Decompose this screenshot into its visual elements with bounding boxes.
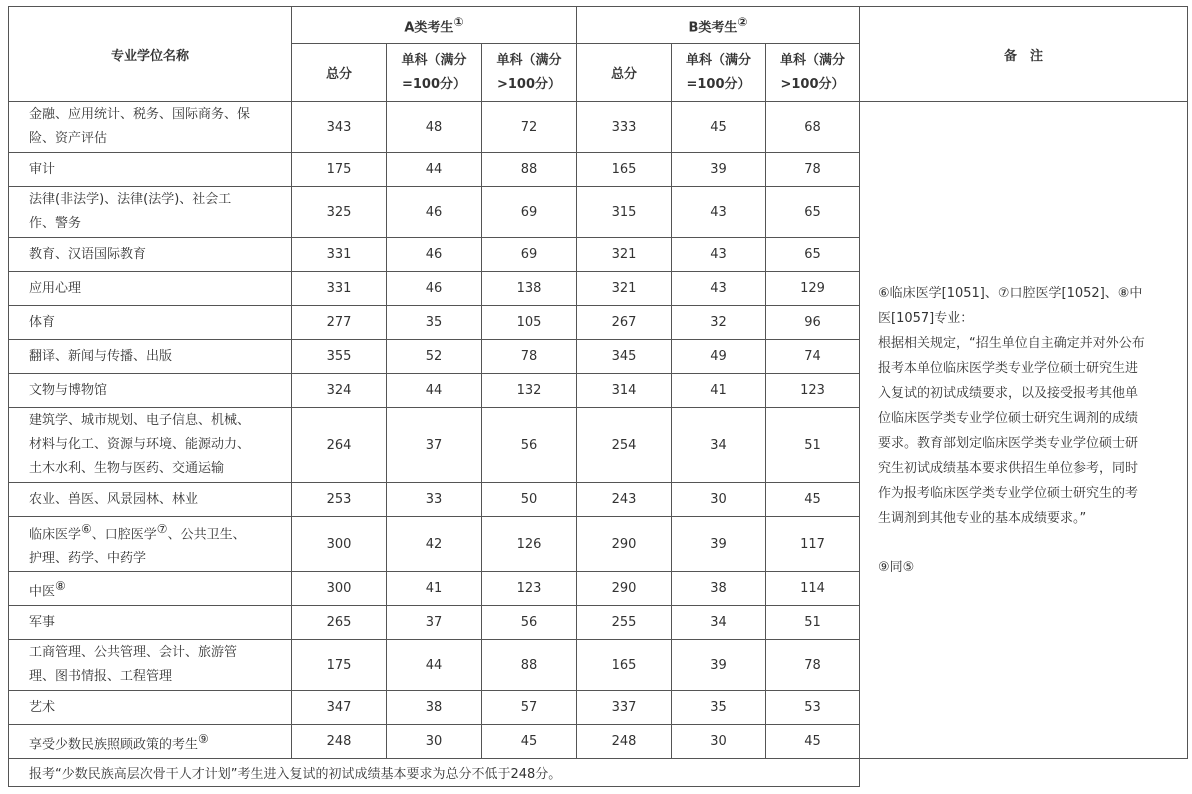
major-name: 应用心理 — [9, 272, 292, 306]
a-single100: 42 — [387, 517, 482, 572]
b-total: 165 — [577, 153, 672, 187]
b-single-over: 117 — [766, 517, 860, 572]
major-name: 文物与博物馆 — [9, 374, 292, 408]
a-total: 175 — [292, 640, 387, 691]
a-total: 277 — [292, 306, 387, 340]
a-single-over: 123 — [482, 572, 577, 606]
a-total: 248 — [292, 725, 387, 759]
major-name: 审计 — [9, 153, 292, 187]
major-name: 农业、兽医、风景园林、林业 — [9, 483, 292, 517]
b-total: 290 — [577, 572, 672, 606]
header-group-b: B类考生② — [577, 7, 860, 44]
a-single100: 46 — [387, 272, 482, 306]
score-table-container — [8, 6, 1188, 787]
a-single-over: 50 — [482, 483, 577, 517]
b-single100: 39 — [672, 153, 766, 187]
remark-line: 医[1057]专业： — [878, 310, 974, 326]
a-total: 347 — [292, 691, 387, 725]
a-total: 264 — [292, 408, 387, 483]
header-group-a: A类考生① — [292, 7, 577, 44]
major-name: 翻译、新闻与传播、出版 — [9, 340, 292, 374]
b-total: 243 — [577, 483, 672, 517]
b-single-over: 45 — [766, 725, 860, 759]
b-single100: 32 — [672, 306, 766, 340]
a-single100: 30 — [387, 725, 482, 759]
major-name: 金融、应用统计、税务、国际商务、保 险、资产评估 — [9, 102, 292, 153]
header-b-single-over: 单科（满分 >100分） — [766, 44, 860, 102]
a-single100: 37 — [387, 408, 482, 483]
b-total: 254 — [577, 408, 672, 483]
b-total: 321 — [577, 238, 672, 272]
b-total: 255 — [577, 606, 672, 640]
b-total: 165 — [577, 640, 672, 691]
major-name: 法律(非法学)、法律(法学)、社会工 作、警务 — [9, 187, 292, 238]
remark-line: 究生初试成绩基本要求供招生单位参考，同时 — [878, 460, 1139, 476]
b-total: 314 — [577, 374, 672, 408]
a-single-over: 88 — [482, 153, 577, 187]
a-single-over: 105 — [482, 306, 577, 340]
a-single-over: 57 — [482, 691, 577, 725]
b-total: 333 — [577, 102, 672, 153]
a-single-over: 126 — [482, 517, 577, 572]
a-single-over: 138 — [482, 272, 577, 306]
major-name: 艺术 — [9, 691, 292, 725]
major-name: 军事 — [9, 606, 292, 640]
a-single100: 38 — [387, 691, 482, 725]
b-single100: 34 — [672, 408, 766, 483]
a-single-over: 69 — [482, 238, 577, 272]
header-name: 专业学位名称 — [9, 7, 292, 102]
footnote-mark: ⑥ — [81, 522, 92, 536]
major-name: 教育、汉语国际教育 — [9, 238, 292, 272]
a-single100: 48 — [387, 102, 482, 153]
b-single100: 45 — [672, 102, 766, 153]
footnote-mark: ⑨ — [198, 731, 209, 746]
b-single100: 39 — [672, 517, 766, 572]
b-total: 337 — [577, 691, 672, 725]
a-single-over: 45 — [482, 725, 577, 759]
b-single-over: 51 — [766, 408, 860, 483]
b-single-over: 123 — [766, 374, 860, 408]
a-single100: 33 — [387, 483, 482, 517]
b-single-over: 96 — [766, 306, 860, 340]
a-total: 300 — [292, 572, 387, 606]
remark-line: 根据相关规定，“招生单位自主确定并对外公布 — [878, 335, 1145, 351]
b-single100: 38 — [672, 572, 766, 606]
b-single-over: 51 — [766, 606, 860, 640]
a-single-over: 88 — [482, 640, 577, 691]
remark-line: 生调剂到其他专业的基本成绩要求。” — [878, 510, 1087, 526]
header-remark: 备 注 — [860, 7, 1188, 102]
group-a-footnote: ① — [453, 14, 464, 29]
header-a-total: 总分 — [292, 44, 387, 102]
b-single-over: 74 — [766, 340, 860, 374]
b-single-over: 53 — [766, 691, 860, 725]
major-name: 中医⑧ — [9, 572, 292, 606]
a-single-over: 69 — [482, 187, 577, 238]
b-single100: 43 — [672, 187, 766, 238]
table-row — [9, 102, 1188, 153]
remark-line: 位临床医学类专业学位硕士研究生调剂的成绩 — [878, 410, 1139, 426]
b-single-over: 114 — [766, 572, 860, 606]
major-name: 临床医学⑥、口腔医学⑦、公共卫生、 护理、药学、中药学 — [9, 517, 292, 572]
a-single100: 41 — [387, 572, 482, 606]
b-single100: 43 — [672, 238, 766, 272]
b-single-over: 129 — [766, 272, 860, 306]
a-total: 175 — [292, 153, 387, 187]
b-total: 290 — [577, 517, 672, 572]
remark-line: 入复试的初试成绩要求，以及接受报考其他单 — [878, 385, 1139, 401]
footnote-mark: ⑦ — [156, 522, 168, 536]
header-b-total: 总分 — [577, 44, 672, 102]
a-single-over: 78 — [482, 340, 577, 374]
a-total: 325 — [292, 187, 387, 238]
a-single-over: 72 — [482, 102, 577, 153]
a-total: 324 — [292, 374, 387, 408]
major-name: 享受少数民族照顾政策的考生⑨ — [9, 725, 292, 759]
header-a-single-over: 单科（满分 >100分） — [482, 44, 577, 102]
b-single100: 49 — [672, 340, 766, 374]
score-table — [8, 6, 1188, 787]
b-single100: 34 — [672, 606, 766, 640]
b-single-over: 68 — [766, 102, 860, 153]
footer-note: 报考“少数民族高层次骨干人才计划”考生进入复试的初试成绩基本要求为总分不低于248分。 — [9, 759, 860, 787]
b-single-over: 78 — [766, 640, 860, 691]
remark-cell — [860, 102, 1188, 759]
a-total: 253 — [292, 483, 387, 517]
b-single100: 43 — [672, 272, 766, 306]
b-single100: 39 — [672, 640, 766, 691]
b-single100: 35 — [672, 691, 766, 725]
major-name: 建筑学、城市规划、电子信息、机械、 材料与化工、资源与环境、能源动力、 土木水利、生物与医药、交通运输 — [9, 408, 292, 483]
b-single100: 41 — [672, 374, 766, 408]
b-total: 321 — [577, 272, 672, 306]
remark-line: 作为报考临床医学类专业学位硕士研究生的考 — [878, 485, 1139, 501]
header-a-single100: 单科（满分 =100分） — [387, 44, 482, 102]
footer-row — [9, 759, 1188, 787]
header-row-1 — [9, 7, 1188, 44]
a-single100: 52 — [387, 340, 482, 374]
remark-extra: ⑨同⑤ — [878, 559, 915, 575]
a-single-over: 56 — [482, 408, 577, 483]
a-single-over: 56 — [482, 606, 577, 640]
a-single-over: 132 — [482, 374, 577, 408]
footnote-mark: ⑧ — [55, 578, 66, 593]
b-single-over: 45 — [766, 483, 860, 517]
b-total: 345 — [577, 340, 672, 374]
a-total: 300 — [292, 517, 387, 572]
a-single100: 44 — [387, 640, 482, 691]
remark-line: 要求。教育部划定临床医学类专业学位硕士研 — [878, 435, 1139, 451]
a-total: 355 — [292, 340, 387, 374]
a-total: 331 — [292, 238, 387, 272]
b-single100: 30 — [672, 725, 766, 759]
b-total: 315 — [577, 187, 672, 238]
a-total: 331 — [292, 272, 387, 306]
b-single100: 30 — [672, 483, 766, 517]
a-single100: 44 — [387, 374, 482, 408]
a-single100: 46 — [387, 238, 482, 272]
b-single-over: 65 — [766, 187, 860, 238]
a-single100: 46 — [387, 187, 482, 238]
group-b-footnote: ② — [737, 14, 748, 29]
remark-line: 报考本单位临床医学类专业学位硕士研究生进 — [878, 360, 1139, 376]
a-total: 265 — [292, 606, 387, 640]
b-single-over: 78 — [766, 153, 860, 187]
remark-line: ⑥临床医学[1051]、⑦口腔医学[1052]、⑧中 — [878, 285, 1143, 301]
header-b-single100: 单科（满分 =100分） — [672, 44, 766, 102]
a-single100: 44 — [387, 153, 482, 187]
a-single100: 37 — [387, 606, 482, 640]
a-single100: 35 — [387, 306, 482, 340]
major-name: 体育 — [9, 306, 292, 340]
b-single-over: 65 — [766, 238, 860, 272]
major-name: 工商管理、公共管理、会计、旅游管 理、图书情报、工程管理 — [9, 640, 292, 691]
a-total: 343 — [292, 102, 387, 153]
b-total: 248 — [577, 725, 672, 759]
b-total: 267 — [577, 306, 672, 340]
